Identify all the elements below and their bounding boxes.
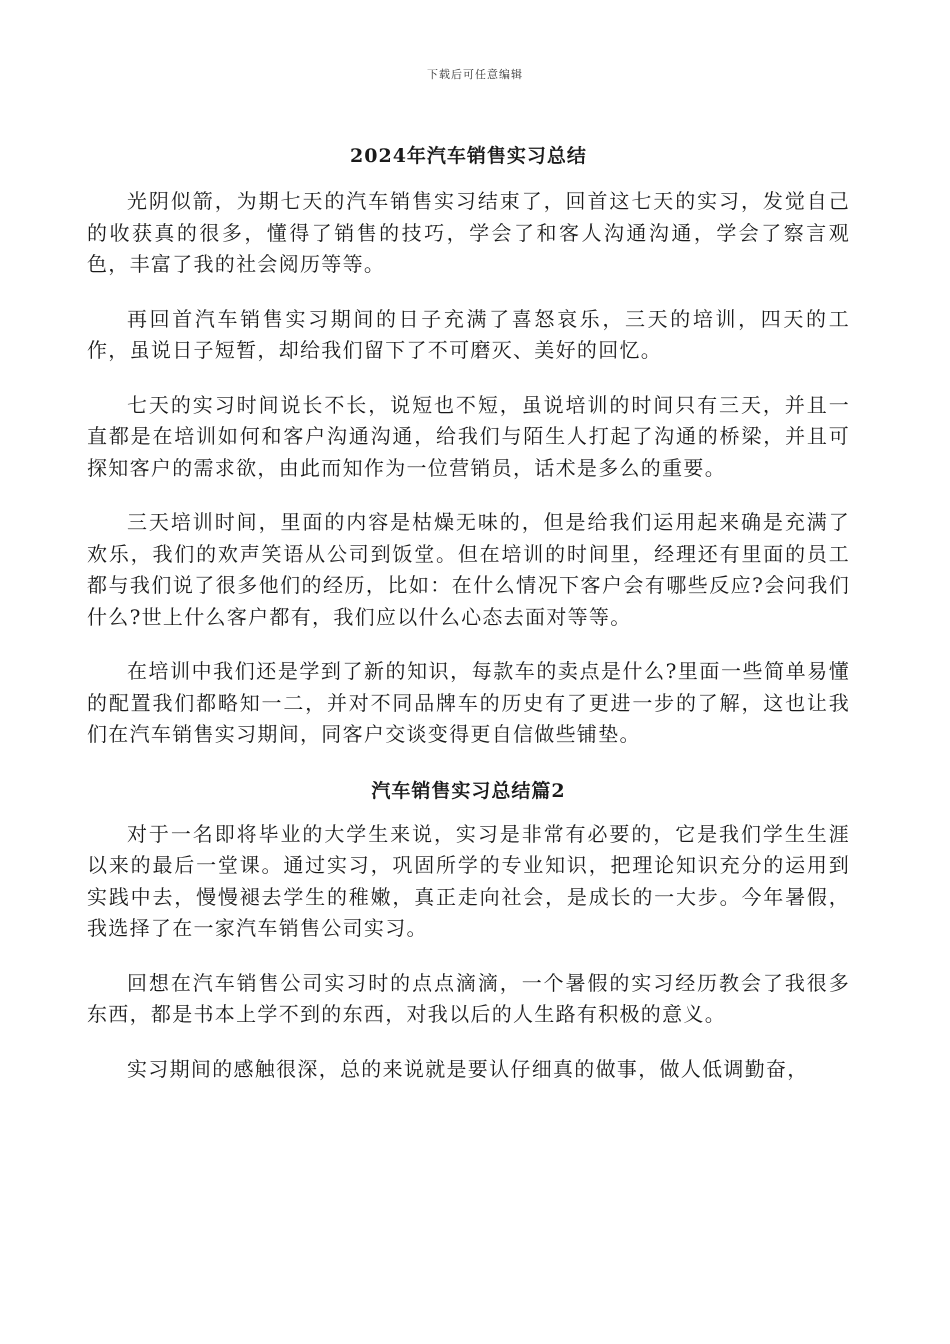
paragraph: 七天的实习时间说长不长，说短也不短，虽说培训的时间只有三天，并且一直都是在培训如何和客户沟通沟通，给我们与陌生人打起了沟通的桥梁，并且可探知客户的需求欲，由此而知作为一位营销员，话术是多么的重要。 bbox=[87, 392, 850, 480]
paragraph: 回想在汽车销售公司实习时的点点滴滴，一个暑假的实习经历教会了我很多东西，都是书本上学不到的东西，对我以后的人生路有积极的意义。 bbox=[87, 970, 850, 1026]
document-body bbox=[87, 140, 850, 1108]
paragraph: 在培训中我们还是学到了新的知识，每款车的卖点是什么?里面一些简单易懂的配置我们都略知一二，并对不同品牌车的历史有了更进一步的了解，这也让我们在汽车销售实习期间，同客户交谈变得更自信做些铺垫。 bbox=[87, 659, 850, 746]
section-title: 汽车销售实习总结篇2 bbox=[371, 779, 566, 802]
download-note: 下载后可任意编辑 bbox=[427, 68, 523, 81]
paragraph: 再回首汽车销售实习期间的日子充满了喜怒哀乐，三天的培训，四天的工作，虽说日子短暂，却给我们留下了不可磨灭、美好的回忆。 bbox=[87, 306, 850, 362]
paragraph: 光阴似箭，为期七天的汽车销售实习结束了，回首这七天的实习，发觉自己的收获真的很多，懂得了销售的技巧，学会了和客人沟通沟通，学会了察言观色，丰富了我的社会阅历等等。 bbox=[87, 189, 850, 276]
document-title: 2024年汽车销售实习总结 bbox=[350, 145, 587, 167]
paragraph: 实习期间的感触很深，总的来说就是要认仔细真的做事，做人低调勤奋， bbox=[127, 1056, 809, 1081]
paragraph: 三天培训时间，里面的内容是枯燥无味的，但是给我们运用起来确是充满了欢乐，我们的欢声笑语从公司到饭堂。但在培训的时间里，经理还有里面的员工都与我们说了很多他们的经历，比如：在什么情况下客户会有哪些反应?会问我们什么?世上什么客户都有，我们应以什么心态去面对等等。 bbox=[87, 510, 850, 629]
paragraph: 对于一名即将毕业的大学生来说，实习是非常有必要的，它是我们学生生涯以来的最后一堂课。通过实习，巩固所学的专业知识，把理论知识充分的运用到实践中去，慢慢褪去学生的稚嫩，真正走向社会，是成长的一大步。今年暑假，我选择了在一家汽车销售公司实习。 bbox=[87, 821, 850, 940]
